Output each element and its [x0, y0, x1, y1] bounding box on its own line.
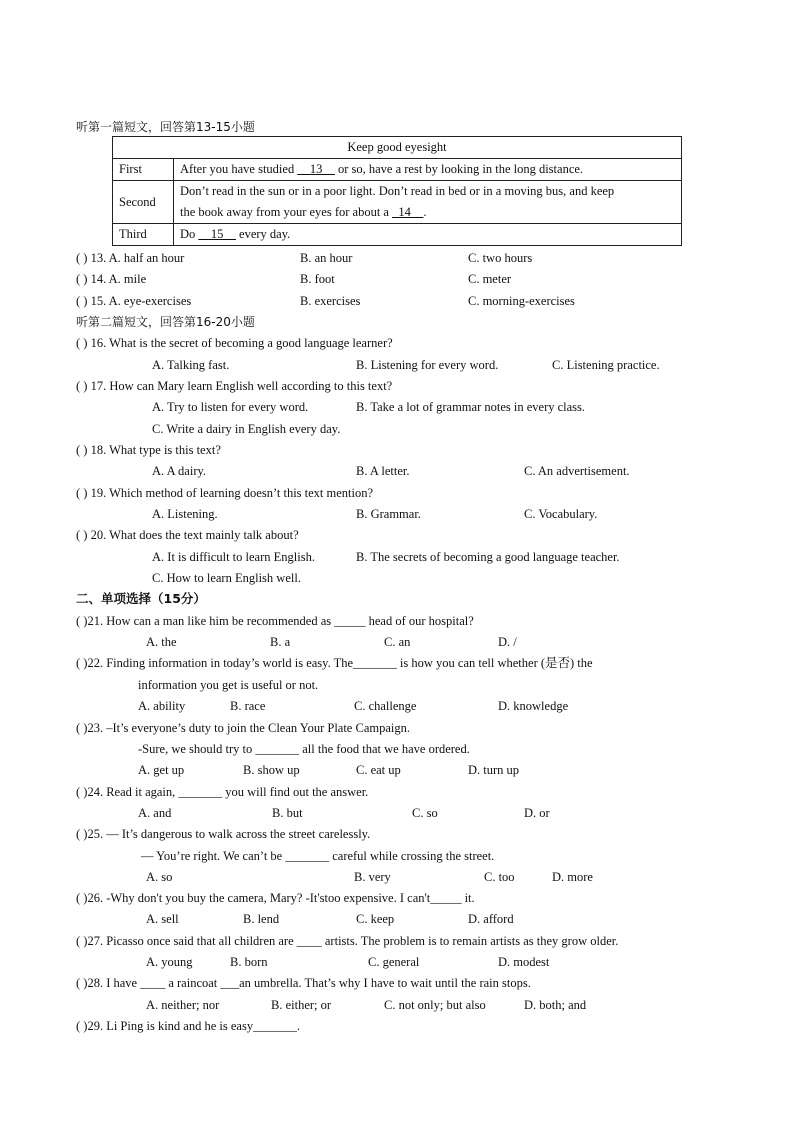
option-b: B. exercises: [300, 294, 361, 308]
question-16: ( ) 16. What is the secret of becoming a good language learner?: [76, 336, 393, 350]
question-20: ( ) 20. What does the text mainly talk about?: [76, 528, 299, 542]
option-a: A. get up: [138, 763, 185, 777]
row-text: [174, 224, 682, 246]
option-c: C. challenge: [354, 699, 417, 713]
option-c: C. How to learn English well.: [152, 571, 301, 585]
option-b: B. show up: [243, 763, 300, 777]
option-a: A. It is difficult to learn English.: [152, 550, 315, 564]
option-d: D. modest: [498, 955, 550, 969]
option-b: B. Take a lot of grammar notes in every class.: [356, 400, 586, 414]
section2-heading: 听第二篇短文，回答第16-20小题: [76, 315, 255, 329]
option-d: D. more: [552, 870, 593, 884]
row-label: First: [113, 159, 174, 181]
option-c: C. general: [368, 955, 420, 969]
row-text-part: every day.: [235, 227, 291, 241]
option-c: C. two hours: [468, 251, 533, 265]
eyesight-table: [112, 136, 682, 246]
option-c: C. Vocabulary.: [524, 507, 598, 521]
row-text: [174, 181, 682, 224]
option-a: A. young: [146, 955, 193, 969]
option-c: C. Listening practice.: [552, 358, 660, 372]
option-c: C. Write a dairy in English every day.: [152, 422, 341, 436]
option-c: C. an: [384, 635, 411, 649]
question-24: ( )24. Read it again, _______ you will find out the answer.: [76, 785, 369, 799]
option-c: C. too: [484, 870, 515, 884]
row-text-part: the book away from your eyes for about a: [180, 205, 393, 219]
blank-15: __15__: [198, 227, 236, 241]
option-c: C. keep: [356, 912, 395, 926]
question-28: ( )28. I have ____ a raincoat ___an umbrella. That’s why I have to wait until the rain stops.: [76, 976, 531, 990]
question-19: ( ) 19. Which method of learning doesn’t this text mention?: [76, 486, 374, 500]
question-15: [76, 293, 575, 309]
option-b: B. race: [230, 699, 266, 713]
option-c: C. An advertisement.: [524, 464, 630, 478]
option-b: B. born: [230, 955, 268, 969]
option-b: B. Grammar.: [356, 507, 421, 521]
option-b: B. an hour: [300, 251, 353, 265]
option-a: A. ability: [138, 699, 186, 713]
row-label: Third: [113, 224, 174, 246]
option-b: B. The secrets of becoming a good language teacher.: [356, 550, 620, 564]
question-17: ( ) 17. How can Mary learn English well according to this text?: [76, 379, 393, 393]
option-c: C. so: [412, 806, 438, 820]
option-a: A. neither; nor: [146, 998, 220, 1012]
option-d: D. /: [498, 635, 517, 649]
question-23: ( )23. –It’s everyone’s duty to join the Clean Your Plate Campaign.: [76, 721, 410, 735]
question-21: ( )21. How can a man like him be recommended as _____ head of our hospital?: [76, 614, 474, 628]
option-b: B. foot: [300, 272, 335, 286]
row-text-part: .: [423, 205, 427, 219]
option-a: A. A dairy.: [152, 464, 207, 478]
question-22: ( )22. Finding information in today’s world is easy. The_______ is how you can tell whether (是否) the: [76, 656, 593, 670]
blank-13: __13__: [297, 162, 335, 176]
option-a: A. Talking fast.: [152, 358, 230, 372]
question-27: ( )27. Picasso once said that all children are ____ artists. The problem is to remain artists as they grow older.: [76, 934, 619, 948]
question-25: ( )25. — It’s dangerous to walk across the street carelessly.: [76, 827, 371, 841]
option-a: A. Try to listen for every word.: [152, 400, 309, 414]
part2-heading: 二、单项选择（15分）: [76, 591, 206, 606]
question-stem: ( ) 14. A. mile: [76, 272, 147, 286]
option-c: C. not only; but also: [384, 998, 486, 1012]
question-stem: ( ) 15. A. eye-exercises: [76, 294, 192, 308]
option-d: D. knowledge: [498, 699, 569, 713]
row-label: Second: [113, 181, 174, 224]
option-a: A. Listening.: [152, 507, 218, 521]
row-text-part: Do: [180, 227, 199, 241]
option-a: A. so: [146, 870, 173, 884]
option-b: B. A letter.: [356, 464, 410, 478]
row-text-part: After you have studied: [180, 162, 298, 176]
option-b: B. but: [272, 806, 303, 820]
option-c: C. eat up: [356, 763, 401, 777]
option-d: D. turn up: [468, 763, 520, 777]
section1-heading: 听第一篇短文，回答第13-15小题: [76, 120, 255, 134]
option-c: C. morning-exercises: [468, 294, 575, 308]
option-d: D. or: [524, 806, 550, 820]
option-b: B. very: [354, 870, 391, 884]
table-title-row: [113, 137, 682, 159]
question-13: [76, 250, 533, 266]
table-row: [113, 224, 682, 246]
option-a: A. and: [138, 806, 172, 820]
table-title: Keep good eyesight: [113, 137, 682, 159]
question-23-cont: -Sure, we should try to _______ all the food that we have ordered.: [138, 742, 470, 756]
question-14: [76, 271, 512, 287]
option-d: D. both; and: [524, 998, 587, 1012]
row-text-part: Don’t read in the sun or in a poor light. Don’t read in bed or in a moving bus, and keep: [180, 184, 615, 198]
row-text: [174, 159, 682, 181]
question-22-cont: information you get is useful or not.: [138, 678, 319, 692]
blank-14: _14__: [392, 205, 424, 219]
option-d: D. afford: [468, 912, 514, 926]
option-c: C. meter: [468, 272, 512, 286]
question-25-cont: — You’re right. We can’t be _______ careful while crossing the street.: [141, 849, 495, 863]
table-row: [113, 181, 682, 224]
option-b: B. a: [270, 635, 291, 649]
question-26: ( )26. -Why don't you buy the camera, Mary? -It'stoo expensive. I can't_____ it.: [76, 891, 475, 905]
option-b: B. either; or: [271, 998, 332, 1012]
table-row: [113, 159, 682, 181]
row-text-part: or so, have a rest by looking in the long distance.: [334, 162, 584, 176]
option-b: B. lend: [243, 912, 280, 926]
option-a: A. sell: [146, 912, 179, 926]
question-18: ( ) 18. What type is this text?: [76, 443, 221, 457]
option-b: B. Listening for every word.: [356, 358, 499, 372]
option-a: A. the: [146, 635, 177, 649]
question-29: ( )29. Li Ping is kind and he is easy_______.: [76, 1019, 300, 1033]
question-stem: ( ) 13. A. half an hour: [76, 251, 185, 265]
